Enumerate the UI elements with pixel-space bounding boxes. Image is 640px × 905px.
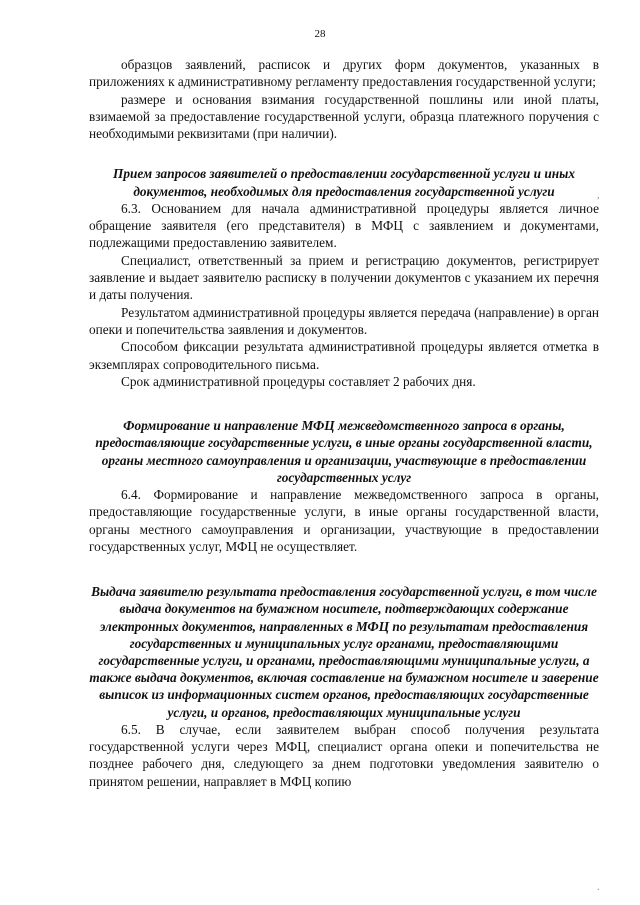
paragraph-6-4: 6.4. Формирование и направление межведомственного запроса в органы, предоставляющие государственные услуги, в иные органы государственной власти, органы местного самоуправления и организации, участвующие в предоставлении государственных услуг, МФЦ не осуществляет.	[89, 486, 599, 554]
paragraph-fixation: Способом фиксации результата административной процедуры является отметка в экземплярах сопроводительного письма.	[89, 339, 599, 372]
section-heading-interagency-request: Формирование и направление МФЦ межведомственного запроса в органы, предоставляющие государственные услуги, в иные органы государственной власти, органы местного самоуправления и организации, участвующие в предоставлении государственных услуг	[95, 418, 593, 485]
paragraph-term: Срок административной процедуры составляет 2 рабочих дня.	[121, 373, 476, 389]
scan-mark: .	[597, 882, 600, 893]
paragraph-registration: Специалист, ответственный за прием и регистрацию документов, регистрирует заявление и выдает заявителю расписку в получении документов с указанием их перечня и даты получения.	[89, 252, 599, 303]
section-heading-reception: Прием запросов заявителей о предоставлении государственной услуги и иных документов, необходимых для предоставления государственной услуги	[112, 166, 576, 199]
paragraph-result: Результатом административной процедуры является передача (направление) в орган опеки и попечительства заявления и документов.	[89, 304, 599, 337]
paragraph-6-5: 6.5. В случае, если заявителем выбран способ получения результата государственной услуги через МФЦ, специалист органа опеки и попечительства не позднее рабочего дня, следующего за днем подготовки уведомления заявителю о принятом решении, направляет в МФЦ копию	[89, 721, 599, 789]
page-number: 28	[314, 28, 326, 40]
paragraph-forms: образцов заявлений, расписок и других форм документов, указанных в приложениях к административному регламенту предоставления государственной услуги;	[89, 57, 599, 90]
section-heading-result-issuance: Выдача заявителю результата предоставления государственной услуги, в том числе выдача документов на бумажном носителе, подтверждающих содержание электронных документов, направленных в МФЦ по результатам предоставления государственных и муниципальных услуг органами, предоставляющими государственные услуги, и органами, предоставляющими муниципальные услуги, а также выдача документов, включая составление на бумажном носителе и заверение выписок из информационных систем органов, предоставляющих государственные услуги, и органов, предоставляющих муниципальные услуги	[89, 584, 599, 720]
paragraph-6-3: 6.3. Основанием для начала административной процедуры является личное обращение заявителя (его представителя) в МФЦ с заявлением и документами, подлежащими предоставлению заявителем.	[89, 200, 599, 251]
page-content	[89, 56, 599, 790]
paragraph-fee: размере и основания взимания государственной пошлины или иной платы, взимаемой за предоставление государственной услуги, образца платежного поручения с необходимыми реквизитами (при наличии).	[89, 91, 599, 142]
scan-mark: ,	[597, 190, 600, 201]
